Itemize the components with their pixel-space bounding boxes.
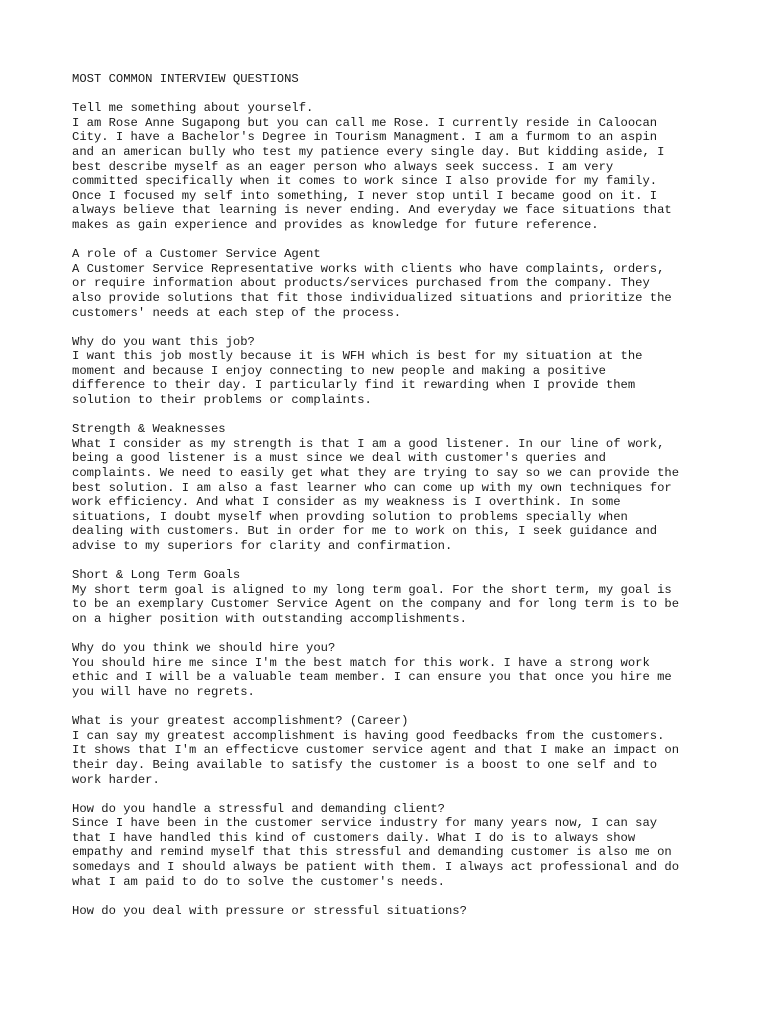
question-heading: Why do you want this job? <box>72 334 255 349</box>
question-heading: A role of a Customer Service Agent <box>72 247 321 262</box>
question-heading: Short & Long Term Goals <box>72 568 241 583</box>
qa-section <box>72 641 712 699</box>
question-heading: What is your greatest accomplishment? (Career) <box>72 714 409 729</box>
question-heading: How do you deal with pressure or stressful situations? <box>72 903 467 918</box>
answer-text: What I consider as my strength is that I am a good listener. In our line of work, being a good listener is a must since we deal with customer's queries and complaints. We need to easily get what they are trying to say so we can provide the best solution. I am also a fast learner who can come up with my own techniques for work efficiency. And what I consider as my weakness is I overthink. In some situations, I doubt myself when provding solution to problems specially when dealing with customers. But in order for me to work on this, I seek guidance and advise to my superiors for clarity and confirmation. <box>72 436 680 553</box>
qa-section <box>72 335 712 408</box>
answer-text: You should hire me since I'm the best match for this work. I have a strong work ethic and I will be a valuable team member. I can ensure you that once you hire me you will have no regrets. <box>72 655 672 699</box>
document-title: MOST COMMON INTERVIEW QUESTIONS <box>72 72 299 86</box>
question-heading: How do you handle a stressful and demanding client? <box>72 801 445 816</box>
qa-section <box>72 802 712 890</box>
question-heading: Strength & Weaknesses <box>72 422 226 437</box>
qa-section <box>72 904 712 919</box>
qa-section <box>72 247 712 320</box>
qa-section <box>72 568 712 626</box>
answer-text: I want this job mostly because it is WFH which is best for my situation at the moment and because I enjoy connecting to new people and making a positive difference to their day. I particularly find it rewarding when I provide them solution to their problems or complaints. <box>72 349 643 408</box>
question-heading: Tell me something about yourself. <box>72 101 314 116</box>
question-heading: Why do you think we should hire you? <box>72 641 336 656</box>
qa-section <box>72 714 712 787</box>
answer-text: My short term goal is aligned to my long term goal. For the short term, my goal is to be an exemplary Customer Service Agent on the company and for long term is to be on a higher position with outstanding accomplishments. <box>72 582 680 626</box>
answer-text: I am Rose Anne Sugapong but you can call me Rose. I currently reside in Caloocan City. I have a Bachelor's Degree in Tourism Managment. I am a furmom to an aspin and an american bully who test my patience every single day. But kidding aside, I best describe myself as an eager person who always seek success. I am very committed specifically when it comes to work since I also provide for my family. Once I focused my self into something, I never stop until I became good on it. I always believe that learning is never ending. And everyday we face situations that makes as gain experience and provides as knowledge for future reference. <box>72 115 672 232</box>
answer-text: I can say my greatest accomplishment is having good feedbacks from the customers. It shows that I'm an effecticve customer service agent and that I make an impact on their day. Being available to satisfy the customer is a boost to one self and to work harder. <box>72 728 680 787</box>
qa-section <box>72 101 712 232</box>
answer-text: Since I have been in the customer service industry for many years now, I can say that I have handled this kind of customers daily. What I do is to always show empathy and remind myself that this stressful and demanding customer is also me on somedays and I should always be patient with them. I always act professional and do what I am paid to do to solve the customer's needs. <box>72 816 680 889</box>
answer-text: A Customer Service Representative works with clients who have complaints, orders, or require information about products/services purchased from the company. They also provide solutions that fit those individualized situations and prioritize the customers' needs at each step of the process. <box>72 261 672 320</box>
document-page <box>72 72 712 933</box>
qa-section <box>72 422 712 553</box>
